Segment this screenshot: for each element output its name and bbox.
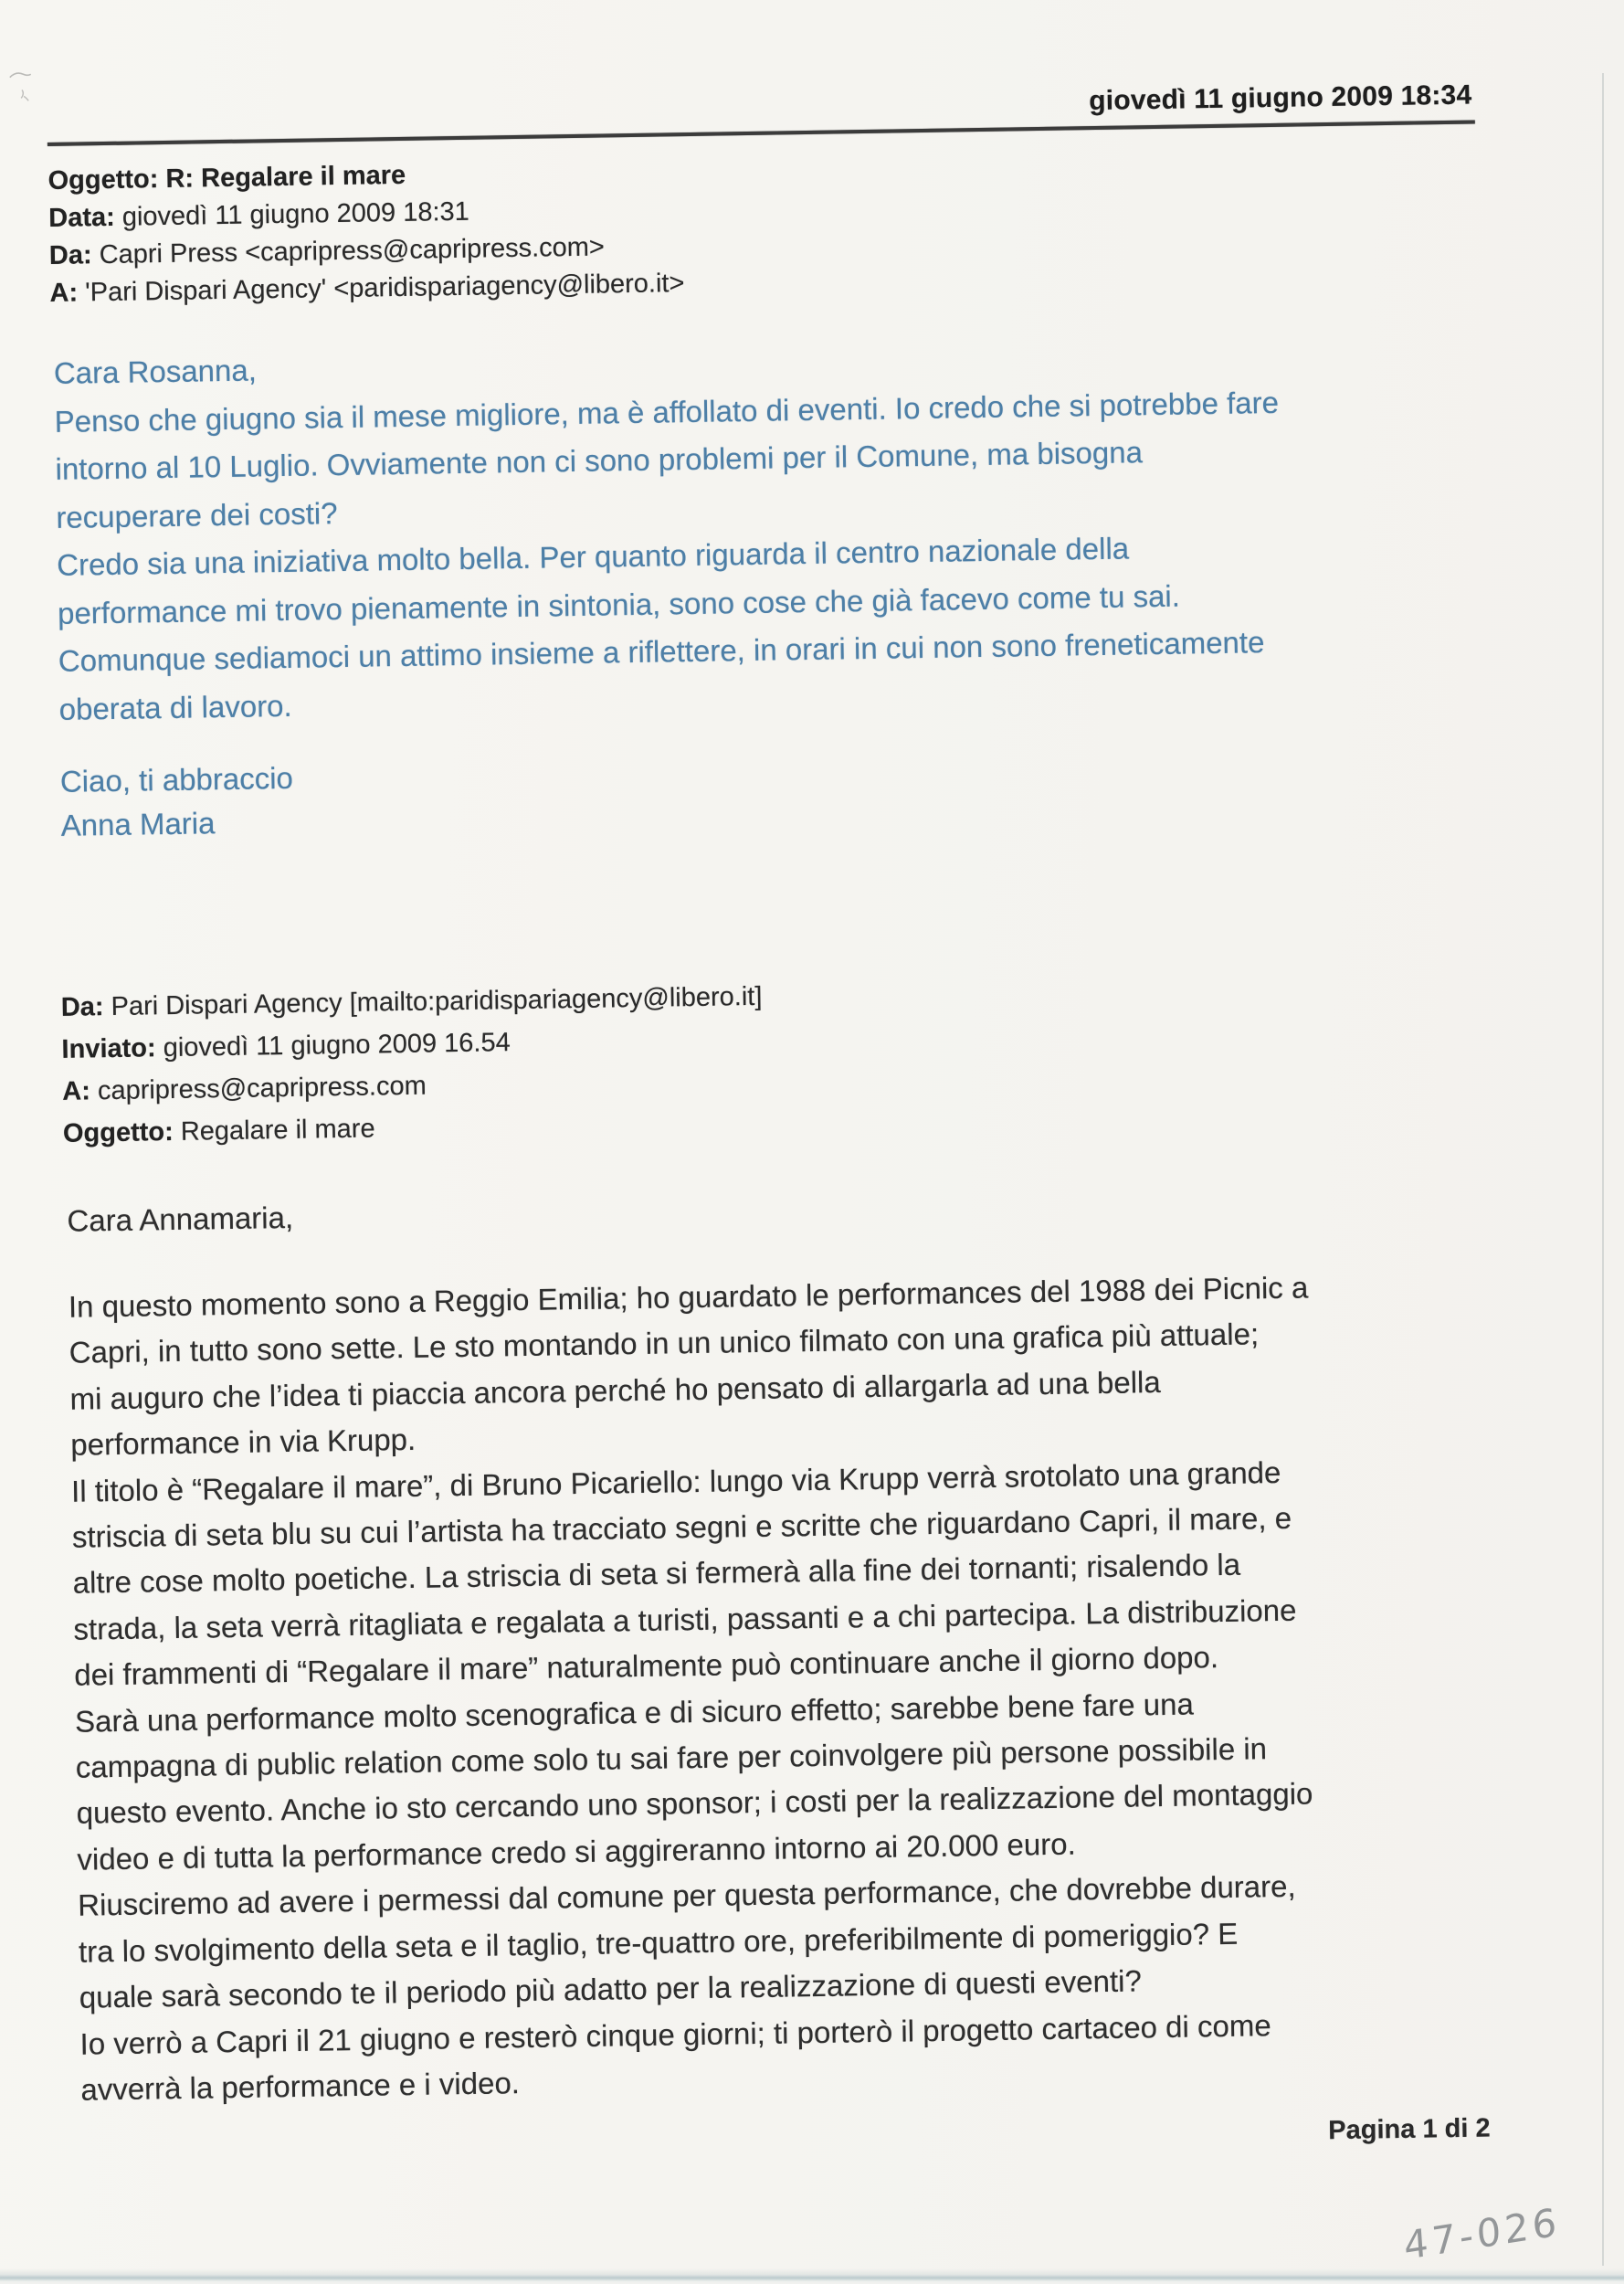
header-label: A: bbox=[62, 1076, 91, 1106]
reply-signature: Anna Maria bbox=[60, 806, 216, 842]
header-label: Da: bbox=[48, 240, 92, 270]
header-value: capripress@capripress.com bbox=[97, 1071, 427, 1106]
header-label: Data: bbox=[47, 202, 115, 233]
paper-edge-shadow bbox=[1602, 73, 1604, 2266]
original-body: In questo momento sono a Reggio Emilia; ho guardato le performances del 1988 dei Picnic a Capri, in tutto sono sette. Le sto montando in un unico filmato con una grafica più attuale; mi auguro che l’idea ti piaccia ancora perché ho pensato di allargarla ad una bella performance in via Krupp. Il titolo è “Regalare il mare”, di Bruno Picariello: lungo via Krupp verrà srotolato una grande striscia di seta blu su cui l’artista ha tracciato segni e scritte che riguardano Capri, il mare, e altre cose molto poetiche. La striscia di seta si fermerà alla fine dei tornanti; risalendo la strada, la seta verrà ritagliata e regalata a turisti, passanti e a chi partecipa. La distribuzione dei frammenti di “Regalare il mare” naturalmente può continuare anche il giorno dopo. Sarà una performance molto scenografica e di sicuro effetto; sarebbe bene fare una campagna di public relation come solo tu sai fare per coinvolgere più persone possibile in questo evento. Anche io sto cercando uno sponsor; i costi per la realizzazione del montaggio video e di tutta la performance credo si aggireranno intorno ai 20.000 euro. Riusciremo ad avere i permessi dal comune per questa performance, che dovrebbe durare, tra lo svolgimento della seta e il taglio, tre-quattro ore, preferibilmente di pomeriggio? E quale sarà secondo te il periodo più adatto per la realizzazione di questi eventi? Io verrò a Capri il 21 giugno e resterò cinque giorni; ti porterò il progetto cartaceo di come avverrà la performance e i video. bbox=[68, 1270, 1313, 2107]
reply-message bbox=[54, 325, 1603, 733]
reply-closing-block bbox=[60, 756, 294, 848]
scan-bottom-edge bbox=[0, 2268, 1624, 2284]
header-label: A: bbox=[49, 278, 79, 308]
reply-email-header bbox=[47, 153, 684, 312]
page-number-footer: Pagina 1 di 2 bbox=[1328, 2113, 1491, 2146]
header-label: Oggetto: bbox=[62, 1116, 174, 1148]
header-value: 'Pari Dispari Agency' <paridispariagency@libero.it> bbox=[84, 269, 685, 308]
print-timestamp: giovedì 11 giugno 2009 18:34 bbox=[1088, 79, 1472, 117]
original-salutation: Cara Annamaria, bbox=[67, 1200, 294, 1238]
header-label: Oggetto: bbox=[47, 164, 159, 196]
header-value: giovedì 11 giugno 2009 16.54 bbox=[163, 1028, 511, 1063]
reply-body: Penso che giugno sia il mese migliore, ma è affollato di eventi. Io credo che si potrebbe fare intorno al 10 Luglio. Ovviamente non ci sono problemi per il Comune, ma bisogna recuperare dei costi? Credo sia una iniziativa molto bella. Per quanto riguarda il centro nazionale della performance mi trovo pienamente in sintonia, sono cose che già facevo come tu sai. Comunque sediamoci un attimo insieme a riflettere, in orari in cui non sono freneticamente oberata di lavoro. bbox=[54, 385, 1280, 726]
header-divider-line bbox=[47, 120, 1475, 146]
header-value: Capri Press <capripress@capripress.com> bbox=[99, 232, 606, 270]
header-value: giovedì 11 giugno 2009 18:31 bbox=[121, 196, 470, 232]
header-label: Da: bbox=[60, 992, 104, 1022]
pencil-scribble-mark bbox=[6, 62, 49, 109]
header-label: Inviato: bbox=[61, 1033, 156, 1064]
header-value: Regalare il mare bbox=[180, 1114, 375, 1147]
handwritten-archive-code: 47-026 bbox=[1402, 2199, 1562, 2269]
header-value: R: Regalare il mare bbox=[165, 160, 406, 194]
header-value: Pari Dispari Agency [mailto:paridispariagency@libero.it] bbox=[111, 981, 763, 1022]
reply-salutation: Cara Rosanna, bbox=[53, 353, 258, 390]
original-email-header bbox=[60, 976, 764, 1155]
reply-closing: Ciao, ti abbraccio bbox=[59, 760, 294, 798]
